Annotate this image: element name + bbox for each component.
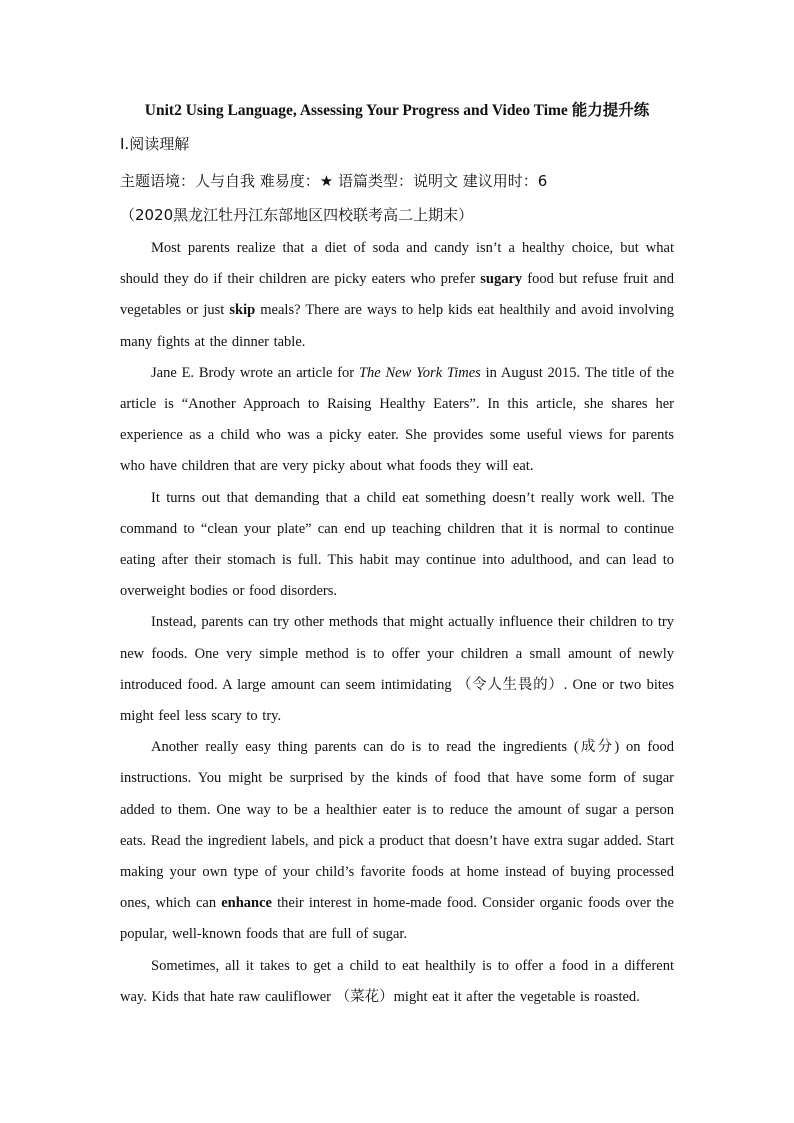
paragraph-5 <box>120 732 674 950</box>
paragraph-text: meals? There are ways to help kids eat healthily and avoid involving many fights at the dinner table. <box>120 302 674 350</box>
vocab-word: skip <box>229 302 256 319</box>
publication-name: The New York Times <box>358 364 481 381</box>
paragraph-6: Sometimes, all it takes to get a child to eat healthily is to offer a food in a different way. Kids that hate raw cauliflower （菜花）might eat it after the vegetable is roasted. <box>120 957 674 1005</box>
paragraph-text: Jane E. Brody wrote an article for <box>151 364 359 381</box>
vocab-word: enhance <box>221 895 272 912</box>
page-title: Unit2 Using Language, Assessing Your Progress and Video Time 能力提升练 <box>144 102 650 119</box>
paragraph-3: It turns out that demanding that a child eat something doesn’t really work well. The command to “clean your plate” can end up teaching children that it is normal to continue eating after their stomach is full. This habit may continue into adulthood, and can lead to overweight bodies or food disorders. <box>120 489 674 600</box>
vocab-word: sugary <box>480 271 523 288</box>
paragraph-text: in August 2015. The title of the article is “Another Approach to Raising Healthy Eaters”. In this article, she shares her experience as a child who was a picky eater. She provides some useful views for parents who have children that are very picky about what foods they will eat. <box>120 364 675 475</box>
passage-meta: 主题语境：人与自我 难易度：★ 语篇类型：说明文 建议用时：6 <box>120 172 548 190</box>
paragraph-text: food but refuse fruit and vegetables or just <box>120 271 675 319</box>
paragraph-text: Most parents realize that a diet of soda and candy isn’t a healthy choice, but what should they do if their children are picky eaters who prefer <box>120 240 674 288</box>
paragraph-text: Another really easy thing parents can do is to read the ingredients (成分) on food instructions. You might be surprised by the kinds of food that have some form of sugar added to them. One way to be a healthier eater is to reduce the amount of sugar a person eats. Read the ingredient labels, and pick a product that doesn’t have extra sugar added. Start making your own type of your child’s favorite foods at home instead of buying processed ones, which can <box>120 739 674 912</box>
paragraph-1 <box>120 233 674 358</box>
reading-passage <box>120 233 674 1013</box>
paragraph-4: Instead, parents can try other methods that might actually influence their children to try new foods. One very simple method is to offer your children a small amount of newly introduced food. A large amount can seem intimidating （令人生畏的）. One or two bites might feel less scary to try. <box>120 614 674 725</box>
paragraph-2 <box>120 358 674 483</box>
paragraph-text: their interest in home-made food. Consider organic foods over the popular, well-known foods that are full of sugar. <box>120 895 674 943</box>
section-heading: I.阅读理解 <box>120 135 190 153</box>
passage-source: （2020黑龙江牡丹江东部地区四校联考高二上期末） <box>120 206 474 224</box>
